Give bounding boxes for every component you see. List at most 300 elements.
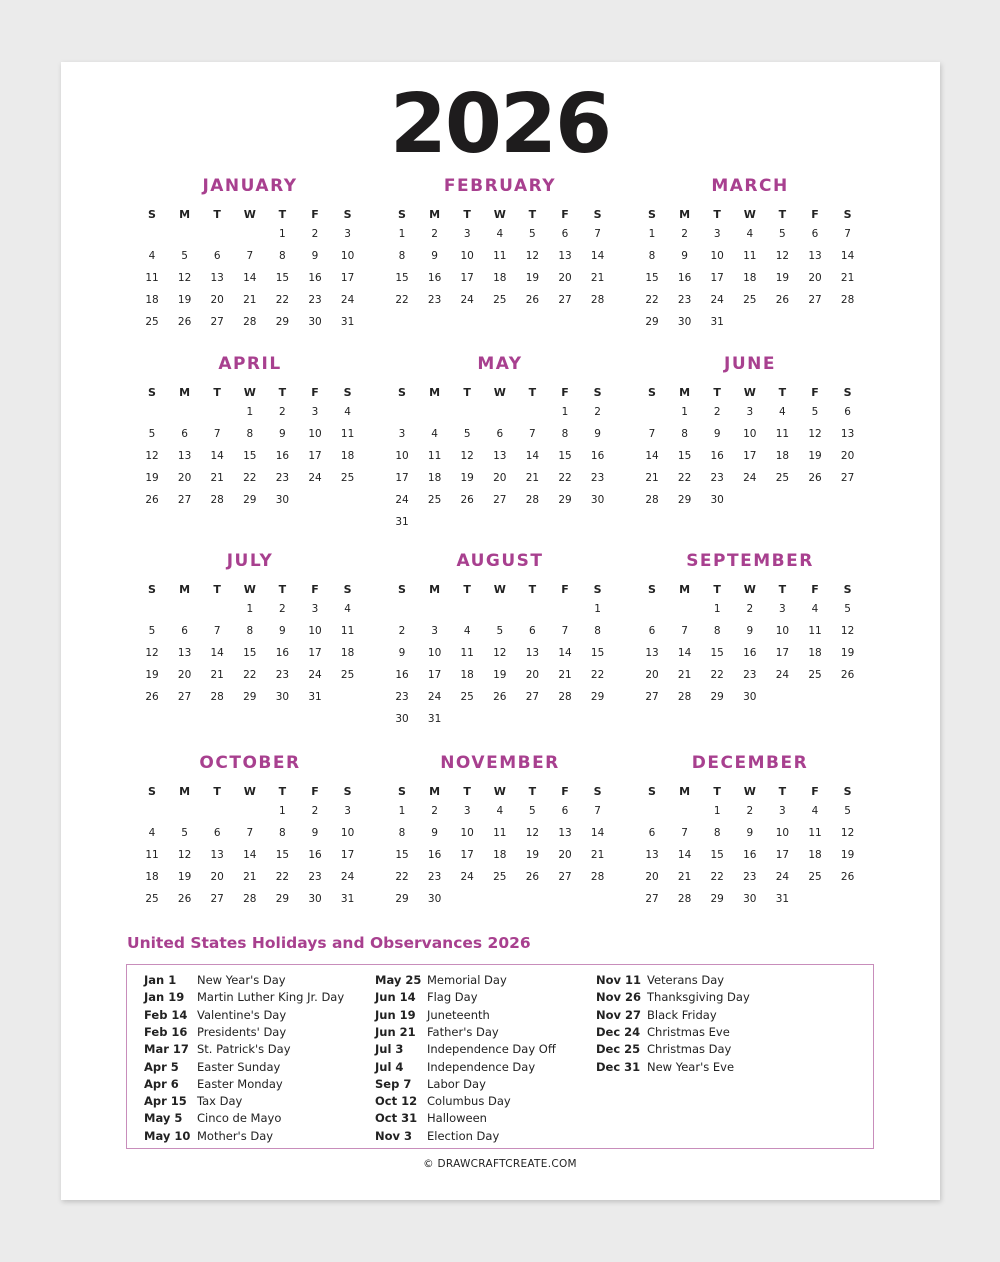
month-title: NOVEMBER [440,753,560,773]
day-cell: 17 [460,848,474,861]
day-cell: 1 [279,228,286,240]
day-cell: 10 [308,427,322,440]
day-cell: 16 [275,646,290,659]
day-cell: 13 [210,848,224,861]
day-cell: 20 [840,449,855,462]
day-cell: 5 [844,805,851,817]
day-cell: 14 [243,271,257,284]
day-cell: 25 [145,892,159,905]
weekday-label: F [811,386,819,399]
day-cell: 2 [681,228,688,240]
day-cell: 19 [775,271,790,284]
day-cell: 18 [145,870,159,883]
day-cell: 3 [463,228,471,240]
month-title: JULY [226,551,274,571]
weekday-header-row [398,784,632,802]
day-cell: 31 [775,892,790,905]
day-cell: 24 [775,668,790,681]
day-cell: 14 [840,249,855,262]
holiday-name: St. Patrick's Day [197,1042,291,1057]
holiday-name: Mother's Day [197,1128,274,1143]
day-cell: 31 [340,892,355,905]
day-cell: 1 [681,406,688,418]
day-cell: 16 [308,848,322,861]
day-cell: 11 [808,826,822,839]
weekday-label: M [679,785,691,798]
day-cell: 1 [246,603,254,615]
day-cell: 5 [181,826,188,839]
day-cell: 30 [677,315,692,328]
day-cell: 26 [145,690,159,703]
weekday-header-row [398,207,632,225]
holiday-date: Apr 15 [144,1094,187,1109]
weekday-label: F [811,785,819,798]
day-cell: 10 [775,826,790,839]
weekday-label: W [243,386,256,399]
day-cell: 1 [594,603,601,615]
holiday-date: Jun 21 [375,1024,416,1039]
day-cell: 2 [398,624,406,637]
day-cell: 7 [594,228,601,240]
day-cell: 9 [431,826,438,839]
weekday-label: S [648,208,656,221]
day-cell: 19 [460,471,474,484]
day-cell: 23 [427,870,442,883]
day-cell: 18 [775,449,790,462]
weekday-label: T [713,583,721,596]
day-cell: 10 [340,249,355,262]
weekday-label: S [398,583,406,596]
day-cell: 17 [308,449,322,462]
day-cell: 2 [431,805,438,817]
day-cell: 9 [746,624,754,637]
day-cell: 23 [743,668,757,681]
weekday-label: T [778,785,787,798]
weekday-label: T [463,583,471,596]
day-cell: 18 [340,449,355,462]
day-cell: 12 [493,646,507,659]
weekday-label: S [648,785,656,798]
day-cell: 15 [395,848,409,861]
weekday-label: T [713,208,721,221]
weekday-label: W [743,785,756,798]
weekday-label: S [148,583,156,596]
weekday-header-row [648,207,882,225]
day-cell: 27 [493,493,507,506]
day-cell: 15 [710,848,724,861]
day-cell: 12 [775,249,790,262]
month-title: DECEMBER [691,753,809,773]
holiday-date: Feb 16 [144,1024,188,1039]
day-cell: 14 [558,646,572,659]
weekday-label: W [493,208,506,221]
day-cell: 18 [340,646,355,659]
weekday-label: M [179,785,191,798]
day-cell: 24 [308,668,322,681]
day-cell: 16 [677,271,692,284]
day-cell: 19 [525,271,540,284]
day-cell: 27 [525,690,540,703]
weekday-header-row [648,385,882,403]
holiday-name: Easter Monday [197,1076,283,1091]
holiday-date: May 25 [375,973,422,987]
day-cell: 26 [775,293,790,306]
day-cell: 23 [395,690,409,703]
weekday-label: S [648,386,656,399]
day-cell: 28 [840,293,855,306]
day-cell: 4 [496,805,504,817]
day-cell: 29 [645,315,659,328]
weekday-header-row [398,582,632,600]
day-cell: 25 [340,668,355,681]
holiday-date: Jan 1 [144,973,177,987]
day-cell: 1 [398,228,406,240]
day-cell: 10 [460,249,474,262]
day-cell: 25 [493,870,507,883]
day-cell: 24 [775,870,790,883]
day-cell: 11 [743,249,757,262]
holiday-name: Valentine's Day [197,1007,287,1022]
day-cell: 3 [344,805,351,817]
holiday-name: Halloween [427,1111,487,1126]
day-cell: 1 [279,805,286,817]
day-cell: 9 [746,826,754,839]
day-cell: 29 [677,493,692,506]
weekday-header-row [148,385,382,403]
day-cell: 26 [460,493,474,506]
day-cell: 9 [594,427,601,440]
day-cell: 15 [275,271,290,284]
day-cell: 5 [811,406,819,418]
weekday-label: T [278,208,287,221]
year-title: 2026 [389,77,611,172]
day-cell: 16 [427,848,442,861]
day-cell: 10 [427,646,442,659]
day-cell: 23 [743,870,757,883]
day-cell: 30 [590,493,605,506]
day-cell: 1 [246,406,254,418]
day-cell: 29 [710,892,724,905]
day-cell: 3 [463,805,471,817]
day-cell: 12 [840,826,855,839]
day-cell: 15 [275,848,290,861]
weekday-label: S [398,386,406,399]
day-cell: 21 [558,668,572,681]
month-title: AUGUST [456,551,544,571]
day-cell: 27 [177,690,192,703]
weekday-label: T [463,208,471,221]
weekday-label: S [843,785,852,798]
weekday-label: S [148,208,156,221]
day-cell: 11 [775,427,790,440]
day-cell: 4 [463,624,471,637]
day-cell: 27 [645,690,659,703]
day-cell: 28 [210,493,224,506]
day-cell: 6 [213,826,221,839]
day-cell: 24 [340,870,355,883]
weekday-label: T [213,785,221,798]
day-cell: 27 [558,870,572,883]
weekday-label: F [311,583,319,596]
day-cell: 20 [558,848,572,861]
day-cell: 4 [811,805,819,817]
weekday-label: T [278,386,287,399]
weekday-label: M [679,386,691,399]
day-cell: 12 [808,427,822,440]
day-cell: 1 [561,406,569,418]
day-cell: 13 [558,249,572,262]
day-cell: 13 [558,826,572,839]
weekday-label: S [148,386,156,399]
day-cell: 21 [590,848,605,861]
weekday-label: S [148,785,156,798]
holiday-date: Mar 17 [144,1042,189,1057]
day-cell: 23 [308,870,322,883]
day-cell: 28 [677,690,692,703]
day-cell: 6 [561,805,569,817]
holiday-date: Nov 11 [596,973,642,987]
holiday-name: Tax Day [197,1094,243,1109]
holiday-name: Black Friday [647,1007,717,1022]
weekday-label: T [778,208,787,221]
day-cell: 6 [496,427,504,440]
day-cell: 30 [308,892,322,905]
weekday-label: M [679,208,691,221]
weekday-header-row [648,582,882,600]
day-cell: 6 [648,624,656,637]
day-cell: 24 [710,293,724,306]
day-cell: 5 [779,228,786,240]
holiday-date: Dec 24 [596,1024,641,1039]
day-cell: 21 [243,870,257,883]
day-cell: 31 [395,515,409,528]
day-cell: 7 [213,624,221,637]
day-cell: 17 [308,646,322,659]
holiday-date: Nov 27 [596,1007,642,1022]
day-cell: 25 [427,493,442,506]
day-cell: 25 [808,870,822,883]
weekday-label: S [843,208,852,221]
weekday-label: F [311,386,319,399]
day-cell: 24 [460,293,474,306]
weekday-label: S [343,208,352,221]
day-cell: 5 [148,624,156,637]
day-cell: 16 [395,668,409,681]
day-cell: 7 [681,624,688,637]
day-cell: 15 [677,449,692,462]
weekday-label: S [343,386,352,399]
weekday-label: T [713,386,721,399]
day-cell: 7 [213,427,221,440]
day-cell: 4 [811,603,819,615]
weekday-label: W [743,208,756,221]
day-cell: 27 [210,892,224,905]
day-cell: 2 [279,406,286,418]
day-cell: 22 [590,668,605,681]
day-cell: 28 [558,690,572,703]
day-cell: 22 [395,293,409,306]
day-cell: 26 [493,690,507,703]
day-cell: 11 [460,646,474,659]
holiday-name: Father's Day [427,1024,499,1039]
day-cell: 27 [840,471,855,484]
day-cell: 13 [840,427,855,440]
day-cell: 13 [645,848,659,861]
day-cell: 2 [311,228,319,240]
day-cell: 18 [145,293,159,306]
day-cell: 22 [243,668,257,681]
day-cell: 19 [493,668,507,681]
day-cell: 18 [743,271,757,284]
day-cell: 27 [808,293,822,306]
day-cell: 31 [308,690,322,703]
weekday-label: S [593,386,602,399]
day-cell: 10 [308,624,322,637]
day-cell: 17 [340,271,355,284]
day-cell: 22 [558,471,572,484]
day-cell: 1 [713,805,721,817]
day-cell: 26 [525,293,540,306]
day-cell: 28 [210,690,224,703]
day-cell: 26 [145,493,159,506]
day-cell: 13 [177,646,192,659]
day-cell: 1 [398,805,406,817]
day-cell: 21 [210,471,224,484]
day-cell: 11 [340,624,355,637]
weekday-label: M [429,583,441,596]
day-cell: 24 [308,471,322,484]
day-cell: 30 [395,712,409,725]
holiday-date: Apr 6 [144,1076,179,1091]
weekday-label: S [843,583,852,596]
day-cell: 6 [181,427,188,440]
day-cell: 10 [340,826,355,839]
month-title: MAY [477,354,523,374]
day-cell: 7 [529,427,536,440]
day-cell: 10 [395,449,409,462]
day-cell: 12 [460,449,474,462]
day-cell: 20 [645,870,659,883]
day-cell: 3 [713,228,721,240]
weekday-label: T [528,386,537,399]
day-cell: 9 [713,427,721,440]
day-cell: 2 [311,805,319,817]
weekday-label: T [713,785,721,798]
holiday-name: Christmas Day [647,1042,732,1057]
day-cell: 25 [340,471,355,484]
day-cell: 14 [590,249,605,262]
day-cell: 30 [743,690,757,703]
day-cell: 6 [529,624,536,637]
day-cell: 12 [177,848,192,861]
day-cell: 16 [710,449,724,462]
day-cell: 12 [145,646,159,659]
day-cell: 16 [743,848,757,861]
weekday-label: S [398,208,406,221]
day-cell: 25 [775,471,790,484]
day-cell: 9 [431,249,438,262]
day-cell: 16 [427,271,442,284]
day-cell: 9 [279,427,286,440]
weekday-label: M [429,785,441,798]
day-cell: 8 [246,427,254,440]
day-cell: 2 [431,228,438,240]
day-cell: 20 [525,668,540,681]
holiday-name: Flag Day [427,990,478,1005]
day-cell: 8 [279,826,286,839]
day-cell: 18 [427,471,442,484]
day-cell: 8 [681,427,688,440]
holiday-name: Christmas Eve [647,1024,730,1039]
day-cell: 23 [590,471,605,484]
holiday-name: Martin Luther King Jr. Day [197,990,345,1005]
day-cell: 26 [808,471,822,484]
day-cell: 4 [431,427,438,440]
day-cell: 5 [148,427,156,440]
day-cell: 5 [463,427,471,440]
month-title: FEBRUARY [443,176,557,196]
weekday-header-row [148,784,382,802]
day-cell: 28 [590,870,605,883]
day-cell: 17 [710,271,724,284]
month-title: OCTOBER [199,753,301,773]
day-cell: 23 [677,293,692,306]
day-cell: 3 [398,427,406,440]
day-cell: 5 [529,228,536,240]
day-cell: 20 [177,668,192,681]
day-cell: 24 [340,293,355,306]
day-cell: 29 [710,690,724,703]
weekday-label: W [743,583,756,596]
day-cell: 11 [427,449,442,462]
day-cell: 24 [460,870,474,883]
day-cell: 3 [344,228,351,240]
holiday-name: Columbus Day [427,1094,511,1109]
day-cell: 28 [243,315,257,328]
day-cell: 3 [779,603,786,615]
weekday-label: T [278,785,287,798]
holiday-name: Labor Day [427,1076,486,1091]
weekday-label: F [561,386,569,399]
day-cell: 23 [427,293,442,306]
holiday-date: Jun 14 [375,990,416,1005]
day-cell: 19 [177,293,192,306]
weekday-label: M [429,386,441,399]
day-cell: 7 [844,228,851,240]
day-cell: 19 [145,668,159,681]
day-cell: 2 [594,406,601,418]
day-cell: 8 [398,249,406,262]
day-cell: 22 [710,870,724,883]
day-cell: 21 [840,271,855,284]
day-cell: 30 [743,892,757,905]
day-cell: 7 [561,624,569,637]
holiday-date: Apr 5 [144,1059,179,1074]
holiday-date: Oct 12 [375,1094,418,1109]
day-cell: 2 [279,603,286,615]
day-cell: 10 [710,249,724,262]
day-cell: 18 [493,848,507,861]
weekday-label: S [343,583,352,596]
day-cell: 29 [395,892,409,905]
day-cell: 8 [246,624,254,637]
day-cell: 7 [594,805,601,817]
day-cell: 26 [840,870,855,883]
day-cell: 7 [681,826,688,839]
day-cell: 22 [710,668,724,681]
day-cell: 19 [525,848,540,861]
weekday-label: F [311,785,319,798]
